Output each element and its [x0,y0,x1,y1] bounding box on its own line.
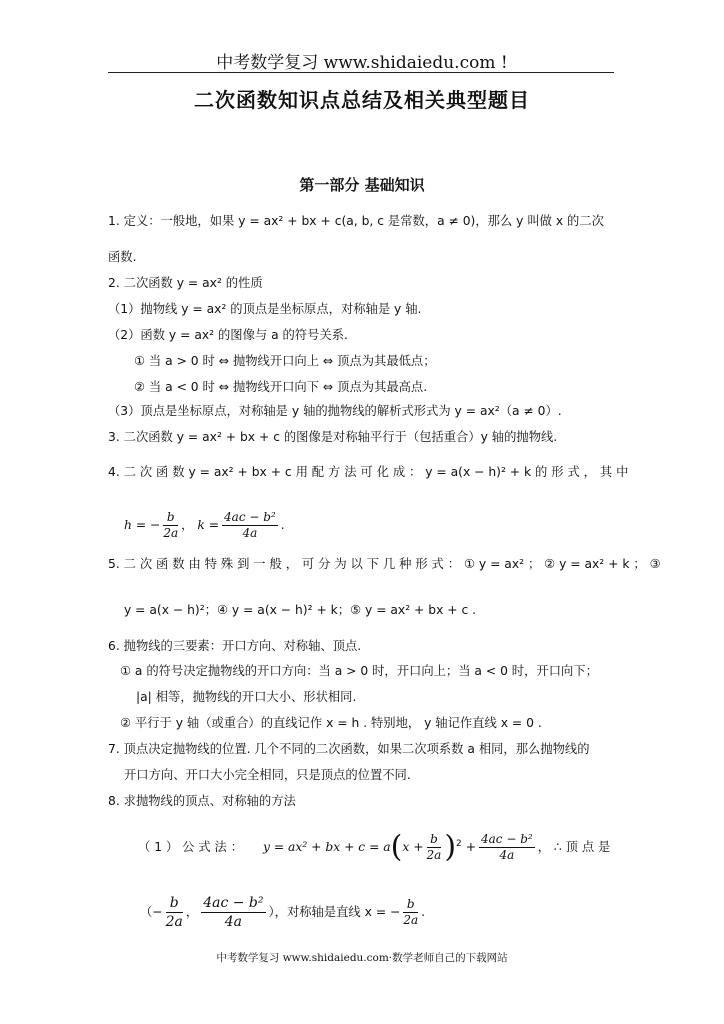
fraction-b-2a-big: $\frac{b}{2a}$ [165,895,183,930]
fraction-4ac-b2-big: $\frac{\text{4ac − b²}}{4a}$ [203,895,264,930]
item-6-2: ② 平行于 y 轴（或重合）的直线记作 x = h . 特别地， y 轴记作直线 x = 0 . [120,716,542,730]
axis-of-symmetry-label: ），对称轴是直线 x = − [268,905,401,919]
formula-method-label: （ 1 ） 公 式 法 ： [138,840,244,855]
item-6-1: ① a 的符号决定抛物线的开口方向：当 a > 0 时，开口向上；当 a < 0 时，开口向下； [120,664,598,678]
item-5-forms: y = a(x − h)²；④ y = a(x − h)² + k；⑤ y = ax² + bx + c . [124,603,477,617]
header-rule [108,72,614,73]
item-8-1-formula: （ 1 ） 公 式 法 ： y = ax² + bx + c = a(x + $\frac{b}{2a}$ )$^2$ + $\frac{\text{4ac − b²}}{4a}$ ， ∴ 顶 点 是 [138,829,611,865]
item-6-1-b: |a| 相等，抛物线的开口大小、形状相同. [136,690,357,704]
item-2-3: （3）顶点是坐标原点，对称轴是 y 轴的抛物线的解析式形式为 y = ax²（a ≠ 0）. [108,404,562,418]
item-2-2-a: ① 当 a > 0 时 ⇔ 抛物线开口向上 ⇔ 顶点为其最低点； [134,354,436,368]
item-4-formula: h = − $\frac{b}{2a}$ ， k = $\frac{\text{4ac − b²}}{4a}$ . [124,510,285,540]
k-label: k = [197,518,220,532]
h-label: h = − [124,518,161,532]
page-footer: 中考数学复习 www.shidaiedu.com·数学老师自己的下载网站 [216,952,508,964]
item-8-1-vertex: （− $\frac{b}{2a}$ ， $\frac{\text{4ac − b²}}{4a}$ ），对称轴是直线 x = − $\frac{b}{2a}$ . [140,895,426,930]
fraction-b-2a-axis: $\frac{b}{2a}$ [403,897,419,927]
item-2-2-b: ② 当 a < 0 时 ⇔ 抛物线开口向下 ⇔ 顶点为其最高点. [134,380,428,394]
item-5: 5. 二 次 函 数 由 特 殊 到 一 般 ， 可 分 为 以 下 几 种 形 式 ： ① y = ax² ； ② y = ax² + k ； ③ [108,557,661,571]
vertex-is-label: ， ∴ 顶 点 是 [537,840,611,855]
formula-eq: y = ax² + bx + c = a [262,840,391,855]
fraction-b-2a-vertex: $\frac{b}{2a}$ [426,832,442,863]
item-3: 3. 二次函数 y = ax² + bx + c 的图像是对称轴平行于（包括重合）y 轴的抛物线. [108,430,558,444]
fraction-4ac-b2-4a: $\frac{\text{4ac − b²}}{4a}$ [224,510,276,540]
fraction-b-2a: $\frac{b}{2a}$ [163,510,179,540]
section-title: 第一部分 基础知识 [299,176,425,194]
item-2-1: （1）抛物线 y = ax² 的顶点是坐标原点，对称轴是 y 轴. [108,302,422,316]
item-6: 6. 抛物线的三要素：开口方向、对称轴、顶点. [108,639,362,653]
item-2-heading: 2. 二次函数 y = ax² 的性质 [108,276,263,290]
item-2-2: （2）函数 y = ax² 的图像与 a 的符号关系. [108,328,348,342]
item-1-continued: 函数. [108,250,137,264]
item-8: 8. 求抛物线的顶点、对称轴的方法 [108,794,296,808]
item-4: 4. 二 次 函 数 y = ax² + bx + c 用 配 方 法 可 化 成 ： y = a(x − h)² + k 的 形 式 ， 其 中 [108,465,629,479]
item-7: 7. 顶点决定抛物线的位置. 几个不同的二次函数，如果二次项系数 a 相同，那么抛物线的 [108,742,590,756]
item-1-definition: 1. 定义：一般地，如果 y = ax² + bx + c(a, b, c 是常数，a ≠ 0)，那么 y 叫做 x 的二次 [108,214,604,228]
fraction-4ac-b2-vertex: $\frac{\text{4ac − b²}}{4a}$ [481,832,533,863]
item-7-continued: 开口方向、开口大小完全相同，只是顶点的位置不同. [124,768,411,782]
page-title: 二次函数知识点总结及相关典型题目 [194,88,530,112]
page-header: 中考数学复习 www.shidaiedu.com ! [216,53,508,73]
